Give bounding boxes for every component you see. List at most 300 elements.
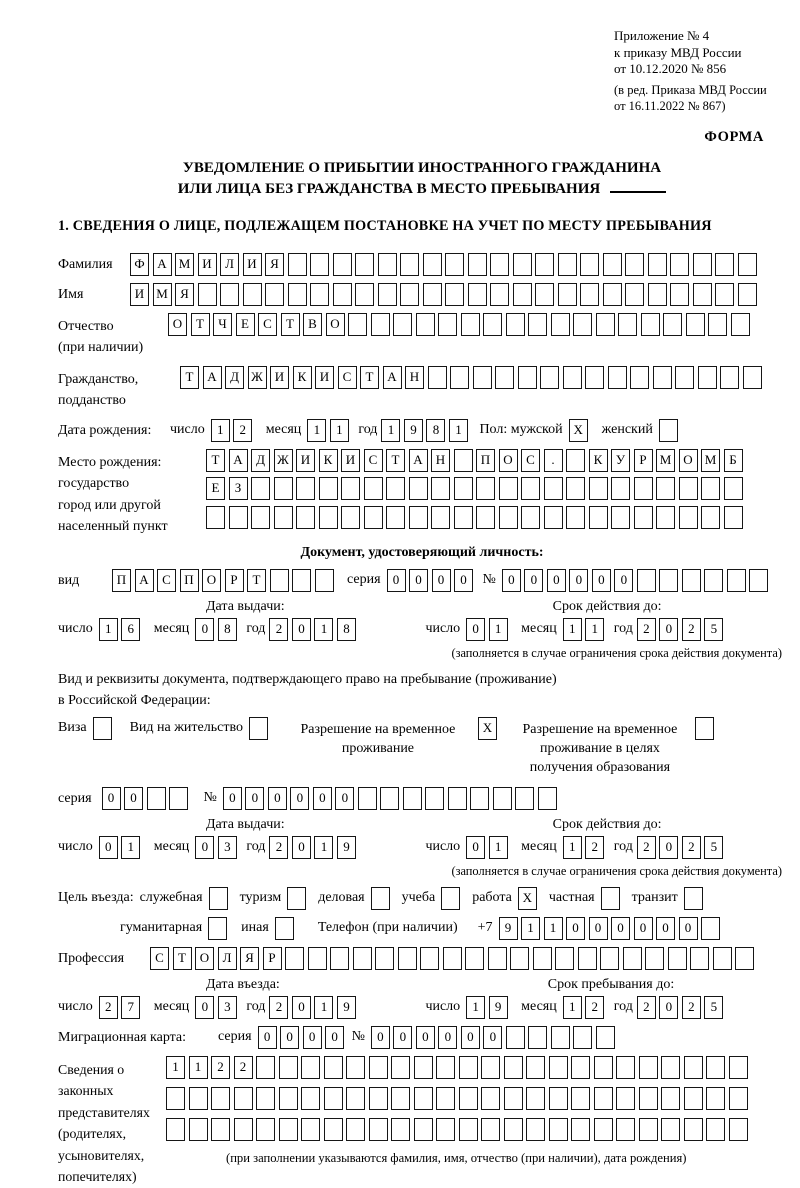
month-label: месяц <box>153 998 190 1014</box>
birth-year-cells <box>381 419 471 442</box>
form-cell <box>603 283 622 306</box>
form-cell <box>571 1056 590 1079</box>
legal-reps-label-line: Сведения о <box>58 1061 125 1077</box>
form-cell <box>518 366 537 389</box>
purpose-tourism-label: туризм <box>239 889 282 905</box>
form-cell <box>686 313 705 336</box>
form-cell <box>513 283 532 306</box>
form-cell <box>663 313 682 336</box>
form-cell: 0 <box>566 917 585 940</box>
form-cell <box>594 1056 613 1079</box>
form-cell: Ч <box>213 313 232 336</box>
form-cell <box>743 366 762 389</box>
form-cell <box>378 283 397 306</box>
residence-permit-label: Вид на жительство <box>129 719 243 735</box>
form-cell <box>436 1118 455 1141</box>
form-cell: 0 <box>371 1026 390 1049</box>
form-cell: П <box>476 449 495 472</box>
form-cell <box>648 253 667 276</box>
form-cell <box>571 1087 590 1110</box>
form-cell: 0 <box>466 836 485 859</box>
form-cell: 1 <box>189 1056 208 1079</box>
residence-doc-note: (заполняется в случае ограничения срока действия документа) <box>451 863 782 878</box>
form-cell <box>189 1087 208 1110</box>
form-cell <box>211 1087 230 1110</box>
form-cell <box>355 283 374 306</box>
form-cell: Т <box>386 449 405 472</box>
form-cell: Е <box>206 477 225 500</box>
phone-label: Телефон (при наличии) <box>317 919 458 935</box>
form-cell: 1 <box>99 618 118 641</box>
form-cell: А <box>383 366 402 389</box>
form-cell: 1 <box>330 419 349 442</box>
day-label: число <box>58 620 93 636</box>
form-cell <box>549 1118 568 1141</box>
form-cell: 0 <box>679 917 698 940</box>
form-cell: 0 <box>659 618 678 641</box>
form-cell <box>727 569 746 592</box>
migration-series-label: серия <box>218 1028 252 1044</box>
form-cell: 0 <box>569 569 588 592</box>
issue-month-cells <box>195 836 240 859</box>
issue-day-cells <box>99 618 144 641</box>
form-cell <box>483 313 502 336</box>
form-cell <box>729 1118 748 1141</box>
form-cell <box>682 569 701 592</box>
form-cell <box>571 1118 590 1141</box>
residence-series-cells <box>102 787 192 810</box>
form-cell <box>371 313 390 336</box>
form-cell <box>279 1087 298 1110</box>
form-cell: Ф <box>130 253 149 276</box>
form-cell: Д <box>251 449 270 472</box>
form-cell: 0 <box>268 787 287 810</box>
form-cell <box>589 506 608 529</box>
legal-reps-cells-row2 <box>166 1087 751 1110</box>
form-cell: 9 <box>499 917 518 940</box>
form-cell: Р <box>263 947 282 970</box>
form-cell: 5 <box>704 836 723 859</box>
month-label: месяц <box>521 620 557 636</box>
form-cell <box>490 253 509 276</box>
form-cell: 2 <box>637 996 656 1019</box>
form-cell: В <box>303 313 322 336</box>
form-cell <box>251 477 270 500</box>
legal-reps-label-line: усыновителях, <box>58 1147 145 1163</box>
form-cell: 2 <box>682 996 701 1019</box>
form-cell <box>594 1087 613 1110</box>
form-cell <box>731 313 750 336</box>
residence-doc-date-headers <box>58 817 786 833</box>
day-label: число <box>425 620 461 636</box>
form-cell: 0 <box>195 836 214 859</box>
temp-residence-education-label: Разрешение на временное проживание в целях получения образования <box>522 721 678 775</box>
purpose-business-checkbox <box>371 887 390 910</box>
form-cell <box>566 506 585 529</box>
form-cell: 0 <box>245 787 264 810</box>
residence-number-label: № <box>203 789 217 805</box>
form-cell: 0 <box>393 1026 412 1049</box>
residence-doc-intro <box>58 669 786 711</box>
form-cell: 1 <box>211 419 230 442</box>
form-cell: 0 <box>659 836 678 859</box>
form-cell <box>375 947 394 970</box>
form-cell: С <box>150 947 169 970</box>
form-cell: 0 <box>589 917 608 940</box>
first-name-row <box>58 283 786 306</box>
form-cell <box>324 1056 343 1079</box>
issue-month-cells <box>195 618 240 641</box>
legal-reps-label-line: законных <box>58 1083 114 1098</box>
form-cell <box>400 283 419 306</box>
form-cell <box>391 1118 410 1141</box>
day-label: число <box>58 998 93 1014</box>
form-cell <box>319 506 338 529</box>
form-cell: Р <box>634 449 653 472</box>
form-cell: 0 <box>432 569 451 592</box>
form-cell <box>296 477 315 500</box>
day-label: число <box>425 998 461 1014</box>
form-cell <box>473 366 492 389</box>
form-cell <box>454 506 473 529</box>
form-cell <box>459 1056 478 1079</box>
form-cell <box>346 1056 365 1079</box>
form-cell: О <box>326 313 345 336</box>
valid-until-group <box>425 618 726 641</box>
form-cell <box>625 283 644 306</box>
month-label: месяц <box>521 998 557 1014</box>
form-cell <box>573 1026 592 1049</box>
form-cell <box>481 1087 500 1110</box>
month-label: месяц <box>521 838 557 854</box>
identity-doc-date-headers <box>58 599 786 615</box>
form-cell <box>611 477 630 500</box>
form-cell <box>353 947 372 970</box>
form-cell <box>448 787 467 810</box>
form-cell <box>656 506 675 529</box>
form-cell: 1 <box>563 996 582 1019</box>
form-cell: . <box>544 449 563 472</box>
male-checkbox: X <box>569 419 588 442</box>
sex-male-label: Пол: мужской <box>479 421 563 437</box>
form-cell <box>661 1087 680 1110</box>
valid-day-cells <box>466 836 511 859</box>
form-cell <box>265 283 284 306</box>
form-cell: П <box>180 569 199 592</box>
form-cell: 0 <box>292 618 311 641</box>
form-cell <box>616 1087 635 1110</box>
form-cell: О <box>202 569 221 592</box>
form-cell <box>461 313 480 336</box>
form-cell: 1 <box>544 917 563 940</box>
form-cell <box>706 1118 725 1141</box>
year-label: год <box>246 838 266 854</box>
valid-day-cells <box>466 618 511 641</box>
form-cell <box>659 569 678 592</box>
form-cell: 1 <box>489 618 508 641</box>
entry-date-title: Дата въезда: <box>206 976 280 992</box>
purpose-work-checkbox: X <box>518 887 537 910</box>
form-cell <box>580 253 599 276</box>
form-cell <box>393 313 412 336</box>
form-cell <box>341 506 360 529</box>
appendix-line: Приложение № 4 <box>614 28 710 43</box>
form-cell: С <box>338 366 357 389</box>
profession-cells <box>150 947 758 970</box>
entry-purpose-row <box>58 887 786 910</box>
form-cell <box>573 313 592 336</box>
form-cell <box>526 1056 545 1079</box>
form-cell: К <box>589 449 608 472</box>
birth-place-label-line: город или другой <box>58 497 161 513</box>
form-cell <box>528 1026 547 1049</box>
form-cell <box>355 253 374 276</box>
form-cell: 0 <box>325 1026 344 1049</box>
citizenship-cells <box>180 366 765 389</box>
form-cell <box>288 283 307 306</box>
form-cell <box>641 313 660 336</box>
form-cell <box>504 1056 523 1079</box>
form-cell <box>693 283 712 306</box>
form-cell <box>558 283 577 306</box>
form-cell: Н <box>405 366 424 389</box>
form-cell <box>630 366 649 389</box>
form-cell <box>493 787 512 810</box>
form-cell <box>566 449 585 472</box>
form-cell <box>634 506 653 529</box>
residence-doc-series-row <box>58 787 786 810</box>
form-cell <box>706 1087 725 1110</box>
form-cell <box>515 787 534 810</box>
form-cell: 0 <box>303 1026 322 1049</box>
form-cell: И <box>341 449 360 472</box>
issue-day-cells <box>99 836 144 859</box>
form-cell <box>438 313 457 336</box>
form-cell <box>558 253 577 276</box>
form-cell: 1 <box>121 836 140 859</box>
form-cell <box>169 787 188 810</box>
stay-until-group <box>425 996 726 1019</box>
form-cell: А <box>135 569 154 592</box>
form-cell: 1 <box>381 419 400 442</box>
form-cell <box>639 1118 658 1141</box>
form-cell <box>414 1087 433 1110</box>
valid-until-title: Срок действия до: <box>552 598 662 614</box>
valid-month-cells <box>563 618 608 641</box>
form-cell: Р <box>225 569 244 592</box>
day-label: число <box>425 838 461 854</box>
form-cell: 1 <box>449 419 468 442</box>
entry-month-cells <box>195 996 240 1019</box>
form-cell <box>256 1087 275 1110</box>
citizenship-label <box>58 366 180 412</box>
valid-month-cells <box>563 836 608 859</box>
form-cell: О <box>679 449 698 472</box>
form-cell: 2 <box>269 996 288 1019</box>
form-cell: И <box>130 283 149 306</box>
form-cell <box>454 477 473 500</box>
purpose-private-label: частная <box>548 889 595 905</box>
purpose-study-label: учеба <box>401 889 436 905</box>
form-cell <box>594 1118 613 1141</box>
birth-date-row <box>58 419 786 442</box>
valid-year-cells <box>637 836 727 859</box>
form-cell <box>684 1118 703 1141</box>
form-cell <box>333 283 352 306</box>
form-cell: 0 <box>313 787 332 810</box>
valid-until-group <box>425 836 726 859</box>
form-cell <box>476 477 495 500</box>
form-cell: Д <box>225 366 244 389</box>
valid-year-cells <box>637 618 727 641</box>
form-cell: 1 <box>489 836 508 859</box>
form-cell: Т <box>191 313 210 336</box>
form-cell: 1 <box>307 419 326 442</box>
migration-card-label: Миграционная карта: <box>58 1029 187 1045</box>
entry-purpose-row2 <box>120 917 786 940</box>
form-cell: М <box>153 283 172 306</box>
purpose-private-checkbox <box>601 887 620 910</box>
form-cell <box>600 947 619 970</box>
form-cell: 0 <box>483 1026 502 1049</box>
form-cell: О <box>195 947 214 970</box>
form-cell <box>324 1087 343 1110</box>
form-cell: К <box>293 366 312 389</box>
purpose-work-label: работа <box>472 889 512 905</box>
form-cell <box>551 313 570 336</box>
legal-reps-label-line: (родителях, <box>58 1126 127 1141</box>
form-cell: 2 <box>269 836 288 859</box>
form-title-line2 <box>58 179 786 200</box>
year-label: год <box>613 838 633 854</box>
form-cell <box>693 253 712 276</box>
form-cell <box>611 506 630 529</box>
form-cell: А <box>409 449 428 472</box>
form-cell: Н <box>431 449 450 472</box>
appendix-block <box>614 28 786 115</box>
form-cell <box>251 506 270 529</box>
year-label: год <box>246 998 266 1014</box>
form-cell <box>414 1056 433 1079</box>
form-cell: 2 <box>637 618 656 641</box>
legal-reps-cells-row1 <box>166 1056 751 1079</box>
form-cell <box>386 477 405 500</box>
form-cell: 0 <box>416 1026 435 1049</box>
issue-date-title: Дата выдачи: <box>206 598 285 614</box>
form-cell: И <box>198 253 217 276</box>
form-cell <box>234 1087 253 1110</box>
purpose-other-label: иная <box>241 919 269 935</box>
form-cell <box>454 449 473 472</box>
form-cell <box>661 1118 680 1141</box>
purpose-study-checkbox <box>441 887 460 910</box>
form-cell: 2 <box>585 996 604 1019</box>
form-cell: С <box>258 313 277 336</box>
form-cell <box>715 283 734 306</box>
form-cell <box>256 1118 275 1141</box>
form-cell: 2 <box>682 836 701 859</box>
form-cell <box>735 947 754 970</box>
form-cell <box>234 1118 253 1141</box>
identity-doc-note: (заполняется в случае ограничения срока действия документа) <box>451 645 782 660</box>
form-cell: Я <box>240 947 259 970</box>
residence-permit-options <box>58 717 786 777</box>
form-cell: 2 <box>211 1056 230 1079</box>
year-label: год <box>358 421 378 437</box>
stay-until-title: Срок пребывания до: <box>547 976 675 992</box>
form-cell <box>414 1118 433 1141</box>
birth-place-cells <box>206 449 746 535</box>
form-cell: Т <box>247 569 266 592</box>
form-cell: Я <box>265 253 284 276</box>
form-cell <box>274 506 293 529</box>
phone-cells <box>499 917 724 940</box>
form-cell <box>301 1118 320 1141</box>
form-cell <box>465 947 484 970</box>
doc-kind-cells <box>112 569 337 592</box>
form-cell <box>637 569 656 592</box>
form-cell: 0 <box>634 917 653 940</box>
form-title-line1: УВЕДОМЛЕНИЕ О ПРИБЫТИИ ИНОСТРАННОГО ГРАЖДАНИНА <box>182 159 662 176</box>
form-cell <box>420 947 439 970</box>
form-cell <box>634 477 653 500</box>
form-cell <box>346 1118 365 1141</box>
form-cell: 1 <box>166 1056 185 1079</box>
issue-date-group <box>58 618 359 641</box>
form-cell <box>578 947 597 970</box>
form-cell: 8 <box>426 419 445 442</box>
form-cell <box>670 283 689 306</box>
form-cell <box>535 283 554 306</box>
form-cell <box>729 1056 748 1079</box>
form-cell <box>616 1056 635 1079</box>
identity-doc-dates-row <box>58 618 786 641</box>
doc-series-label: серия <box>347 571 381 587</box>
form-cell: 2 <box>585 836 604 859</box>
migration-series-cells <box>258 1026 348 1049</box>
form-cell: О <box>168 313 187 336</box>
form-cell: З <box>229 477 248 500</box>
form-cell <box>274 477 293 500</box>
form-cell: 0 <box>99 836 118 859</box>
form-cell <box>618 313 637 336</box>
form-cell <box>459 1118 478 1141</box>
migration-card-row <box>58 1026 786 1049</box>
form-cell <box>679 477 698 500</box>
form-cell <box>580 283 599 306</box>
form-cell <box>211 1118 230 1141</box>
birth-place-cells-row1 <box>206 449 746 472</box>
form-cell <box>675 366 694 389</box>
form-cell <box>346 1087 365 1110</box>
form-cell: 0 <box>387 569 406 592</box>
form-cell: М <box>701 449 720 472</box>
form-cell <box>616 1118 635 1141</box>
form-cell <box>341 477 360 500</box>
form-cell <box>409 477 428 500</box>
form-cell <box>656 477 675 500</box>
form-cell <box>285 947 304 970</box>
form-cell: О <box>499 449 518 472</box>
birth-place-label-line: государство <box>58 476 130 491</box>
doc-series-cells <box>387 569 477 592</box>
purpose-official-label: служебная <box>139 889 203 905</box>
legal-reps-label-line: представителях <box>58 1104 150 1120</box>
surname-label: Фамилия <box>58 256 113 272</box>
form-cell <box>481 1118 500 1141</box>
form-cell <box>348 313 367 336</box>
form-cell <box>470 787 489 810</box>
